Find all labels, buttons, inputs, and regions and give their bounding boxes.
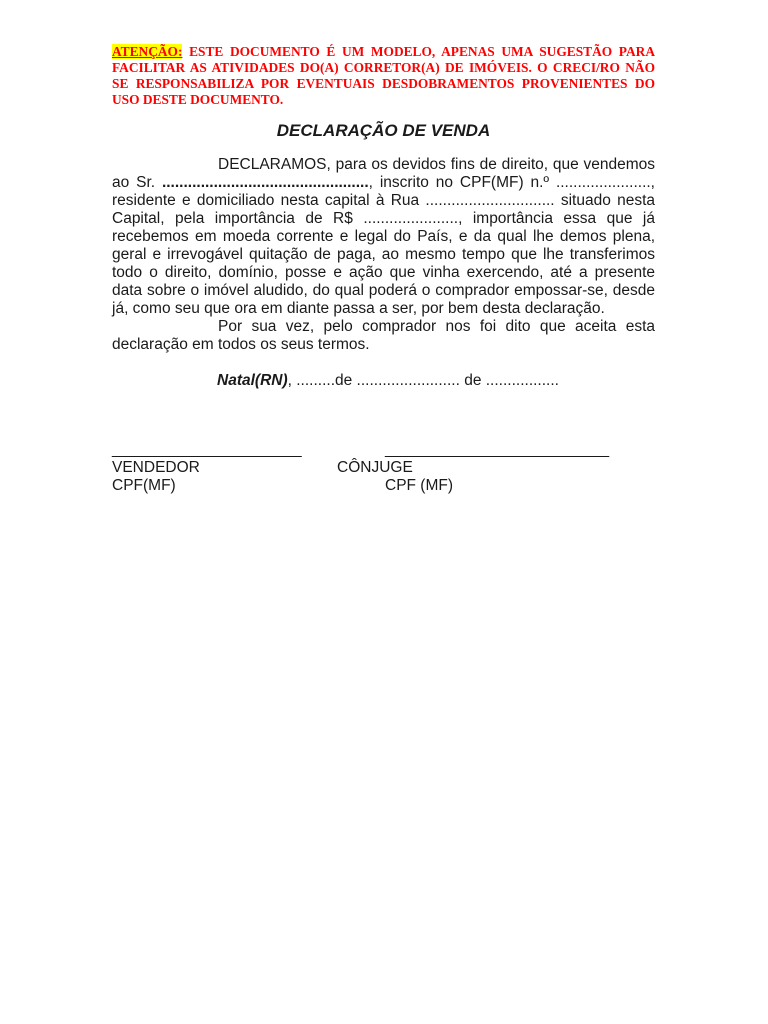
warning-highlight-label: ATENÇÃO: [112,44,183,59]
date-line [112,372,655,390]
spouse-signature-line: __________________________ [385,441,610,458]
vendor-signature-line: ______________________ [112,441,302,458]
signature-roles-row [112,459,655,477]
acceptance-paragraph: Por sua vez, pelo comprador nos foi dito que aceita esta declaração em todos os seus termos. [112,318,655,353]
date-place: Natal(RN) [217,372,288,389]
buyer-name-blank: ................................................ [161,174,369,191]
vendor-role-label: VENDEDOR [112,459,200,476]
document-title: DECLARAÇÃO DE VENDA [276,121,491,140]
warning-text: ESTE DOCUMENTO É UM MODELO, APENAS UMA SUGESTÃO PARA FACILITAR AS ATIVIDADES DO(A) CORRETOR(A) DE IMÓVEIS. O CRECI/RO NÃO SE RESPONSABILIZA POR EVENTUAIS DESDOBRAMENTOS PROVENIENTES DO USO DESTE DOCUMENTO. [112,44,655,107]
document-content [112,44,655,495]
paragraph1-start: DECLARAMOS, para os devidos fins de direito, que vendemos ao Sr. [112,156,655,191]
vendor-cpf-label: CPF(MF) [112,477,176,494]
signature-block [112,441,655,495]
spouse-cpf-label: CPF (MF) [385,477,454,494]
signature-lines-row [112,441,655,459]
paragraph1-rest: , inscrito no CPF(MF) n.º ......................, residente e domiciliado nesta capital à Rua .............................. situado nesta Capital, pela importância de R$ ......................, importância essa que já recebemos em moeda corrente e legal do País, e da qual lhe demos plena, geral e irrevogável quitação de paga, ao mesmo tempo que lhe transferimos todo o direito, domínio, posse e ação que vinha exercendo, até a presente data sobre o imóvel aludido, do qual poderá o comprador empossar-se, desde já, como seu que ora em diante passa a ser, por bem desta declaração. [112,174,655,317]
spouse-role-label: CÔNJUGE [337,459,413,476]
declaration-paragraph [112,156,655,318]
date-blanks: , .........de ........................ de ................. [287,372,559,389]
signature-cpf-row [112,477,655,495]
warning-notice [112,44,655,108]
